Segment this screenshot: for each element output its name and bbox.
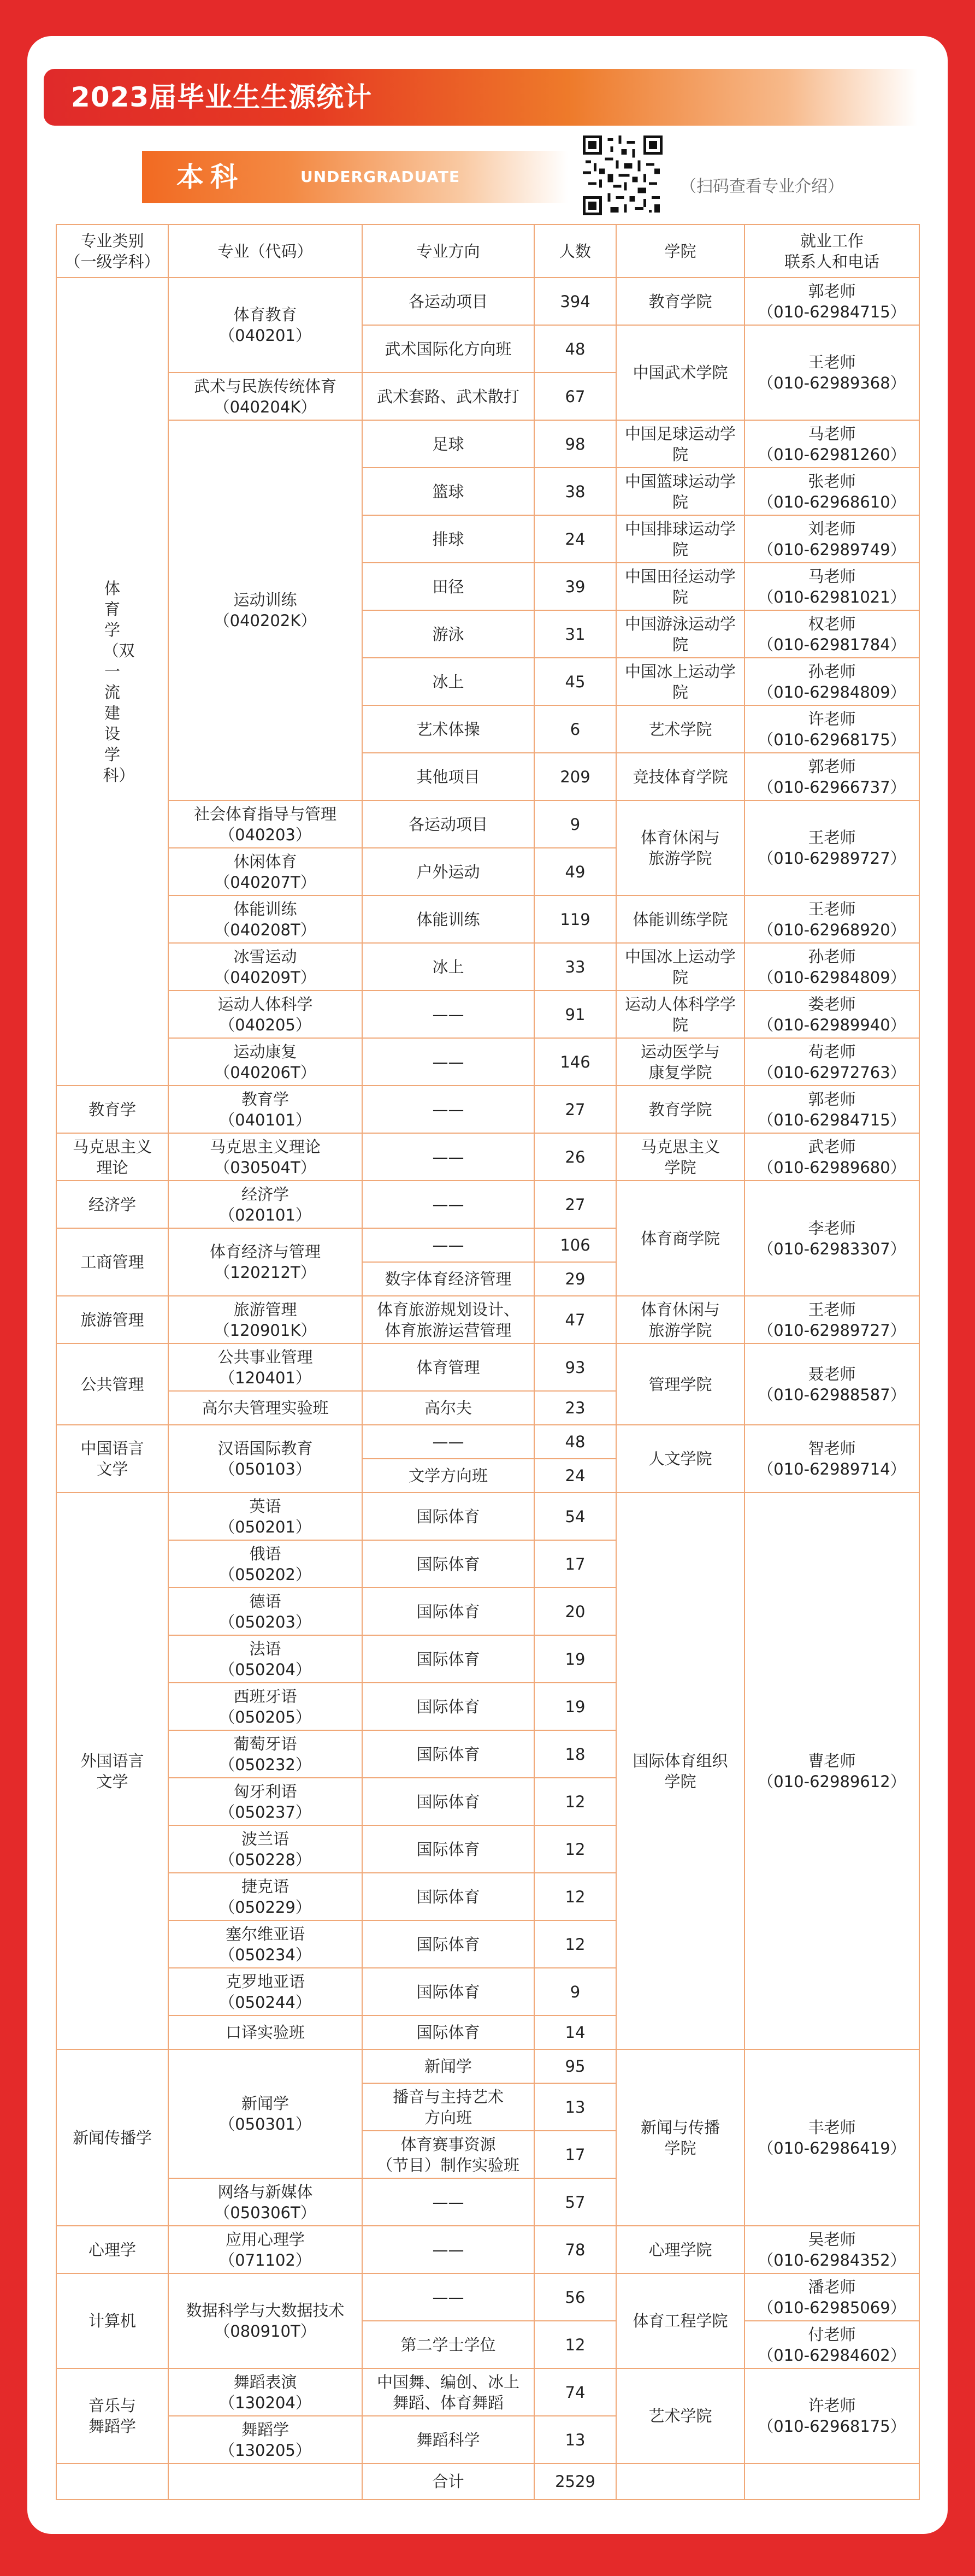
table-row [56,2368,919,2416]
direction-cell: 国际体育 [362,1683,534,1730]
major-cell: 教育学 （040101） [168,1086,362,1133]
contact-cell: 丰老师 （010-62986419） [744,2049,919,2226]
contact-cell: 郭老师 （010-62984715） [744,278,919,325]
contact-cell: 聂老师 （010-62988587） [744,1343,919,1425]
count-cell: 27 [534,1181,616,1228]
major-cell: 体能训练 （040208T） [168,895,362,943]
major-cell: 舞蹈表演 （130204） [168,2368,362,2416]
direction-cell: 体育赛事资源 （节目）制作实验班 [362,2131,534,2178]
college-cell: 马克思主义 学院 [616,1133,744,1181]
direction-cell: 武术套路、武术散打 [362,373,534,420]
contact-cell: 潘老师 （010-62985069） [744,2273,919,2321]
count-cell: 146 [534,1038,616,1086]
direction-cell: —— [362,1425,534,1459]
count-cell: 9 [534,800,616,848]
count-cell: 57 [534,2178,616,2226]
total-label: 合计 [362,2463,534,2500]
direction-cell: 国际体育 [362,1588,534,1635]
count-cell: 54 [534,1493,616,1540]
college-cell: 心理学院 [616,2226,744,2273]
direction-cell: 国际体育 [362,1873,534,1920]
table-row [56,1086,919,1133]
direction-cell: —— [362,1086,534,1133]
direction-cell: —— [362,1181,534,1228]
contact-cell: 王老师 （010-62989727） [744,1296,919,1343]
major-cell: 应用心理学 （071102） [168,2226,362,2273]
major-cell: 数据科学与大数据技术 （080910T） [168,2273,362,2368]
count-cell: 20 [534,1588,616,1635]
contact-cell: 孙老师 （010-62984809） [744,658,919,705]
category-cell: 音乐与 舞蹈学 [56,2368,168,2463]
college-cell: 教育学院 [616,1086,744,1133]
major-cell: 口译实验班 [168,2015,362,2049]
main-card [27,36,948,2534]
header-category: 专业类别 （一级学科） [56,225,168,278]
category-cell: 中国语言 文学 [56,1425,168,1493]
count-cell: 74 [534,2368,616,2416]
count-cell: 27 [534,1086,616,1133]
direction-cell: 国际体育 [362,1825,534,1873]
major-cell: 西班牙语 （050205） [168,1683,362,1730]
count-cell: 119 [534,895,616,943]
college-cell: 中国足球运动学院 [616,420,744,468]
count-cell: 14 [534,2015,616,2049]
direction-cell: 舞蹈科学 [362,2416,534,2463]
contact-cell: 权老师 （010-62981784） [744,610,919,658]
direction-cell: 国际体育 [362,1540,534,1588]
major-cell: 英语 （050201） [168,1493,362,1540]
contact-cell: 孙老师 （010-62984809） [744,943,919,991]
major-cell: 运动康复 （040206T） [168,1038,362,1086]
direction-cell: 田径 [362,563,534,610]
category-cell: 工商管理 [56,1228,168,1296]
contact-cell: 马老师 （010-62981021） [744,563,919,610]
header-count: 人数 [534,225,616,278]
direction-cell: 篮球 [362,468,534,515]
count-cell: 17 [534,2131,616,2178]
direction-cell: 高尔夫 [362,1391,534,1425]
college-cell: 管理学院 [616,1343,744,1425]
direction-cell: 各运动项目 [362,800,534,848]
college-cell: 教育学院 [616,278,744,325]
contact-cell: 许老师 （010-62968175） [744,2368,919,2463]
section-subtitle: UNDERGRADUATE [300,168,460,186]
direction-cell: 国际体育 [362,2015,534,2049]
direction-cell: —— [362,2273,534,2321]
count-cell: 39 [534,563,616,610]
table-row [56,2049,919,2083]
major-cell: 马克思主义理论 （030504T） [168,1133,362,1181]
count-cell: 47 [534,1296,616,1343]
college-cell: 新闻与传播 学院 [616,2049,744,2226]
section-banner [142,151,568,203]
table-row [56,991,919,1038]
direction-cell: 武术国际化方向班 [362,325,534,373]
direction-cell: 国际体育 [362,1920,534,1968]
college-cell: 中国篮球运动学院 [616,468,744,515]
major-cell: 汉语国际教育 （050103） [168,1425,362,1493]
direction-cell: 户外运动 [362,848,534,895]
count-cell: 9 [534,1968,616,2015]
count-cell: 12 [534,1920,616,1968]
table-row [56,2273,919,2321]
count-cell: 13 [534,2083,616,2131]
category-cell: 教育学 [56,1086,168,1133]
total-empty-cell [56,2463,168,2500]
count-cell: 67 [534,373,616,420]
count-cell: 29 [534,1262,616,1296]
header-major: 专业（代码） [168,225,362,278]
direction-cell: 排球 [362,515,534,563]
college-cell: 国际体育组织 学院 [616,1493,744,2049]
direction-cell: 国际体育 [362,1635,534,1683]
direction-cell: 体能训练 [362,895,534,943]
contact-cell: 马老师 （010-62981260） [744,420,919,468]
count-cell: 26 [534,1133,616,1181]
count-cell: 48 [534,325,616,373]
count-cell: 12 [534,1825,616,1873]
direction-cell: 国际体育 [362,1730,534,1778]
category-cell: 心理学 [56,2226,168,2273]
college-cell: 中国排球运动学院 [616,515,744,563]
count-cell: 24 [534,515,616,563]
college-cell: 运动人体科学学院 [616,991,744,1038]
table-row [56,943,919,991]
college-cell: 中国冰上运动学院 [616,943,744,991]
stats-table-wrapper [56,224,919,2494]
major-cell: 体育经济与管理 （120212T） [168,1228,362,1296]
college-cell: 人文学院 [616,1425,744,1493]
total-row [56,2463,919,2500]
direction-cell: —— [362,1228,534,1262]
count-cell: 31 [534,610,616,658]
direction-cell: 其他项目 [362,753,534,800]
title-banner [44,69,918,126]
table-row [56,1493,919,1540]
count-cell: 78 [534,2226,616,2273]
contact-cell: 苟老师 （010-62972763） [744,1038,919,1086]
major-cell: 捷克语 （050229） [168,1873,362,1920]
major-cell: 匈牙利语 （050237） [168,1778,362,1825]
major-cell: 葡萄牙语 （050232） [168,1730,362,1778]
count-cell: 209 [534,753,616,800]
table-row [56,1343,919,1391]
table-row [56,2226,919,2273]
major-cell: 克罗地亚语 （050244） [168,1968,362,2015]
direction-cell: —— [362,2178,534,2226]
category-cell: 新闻传播学 [56,2049,168,2226]
header-contact: 就业工作 联系人和电话 [744,225,919,278]
direction-cell: 各运动项目 [362,278,534,325]
direction-cell: —— [362,1038,534,1086]
major-cell: 塞尔维亚语 （050234） [168,1920,362,1968]
qr-note: （扫码查看专业介绍） [680,177,844,196]
direction-cell: 冰上 [362,658,534,705]
major-cell: 运动人体科学 （040205） [168,991,362,1038]
major-cell: 德语 （050203） [168,1588,362,1635]
header-direction: 专业方向 [362,225,534,278]
count-cell: 38 [534,468,616,515]
count-cell: 19 [534,1635,616,1683]
count-cell: 19 [534,1683,616,1730]
count-cell: 98 [534,420,616,468]
direction-cell: 游泳 [362,610,534,658]
count-cell: 91 [534,991,616,1038]
major-cell: 体育教育 （040201） [168,278,362,373]
major-cell: 公共事业管理 （120401） [168,1343,362,1391]
contact-cell: 郭老师 （010-62984715） [744,1086,919,1133]
college-cell: 中国田径运动学院 [616,563,744,610]
major-cell: 经济学 （020101） [168,1181,362,1228]
table-row [56,1038,919,1086]
table-row [56,895,919,943]
direction-cell: —— [362,2226,534,2273]
table-header-row [56,225,919,278]
count-cell: 13 [534,2416,616,2463]
direction-cell: 新闻学 [362,2049,534,2083]
count-cell: 12 [534,1873,616,1920]
direction-cell: 国际体育 [362,1493,534,1540]
college-cell: 中国游泳运动学院 [616,610,744,658]
college-cell: 体育休闲与 旅游学院 [616,800,744,895]
direction-cell: 体育管理 [362,1343,534,1391]
total-empty-cell [616,2463,744,2500]
category-cell: 经济学 [56,1181,168,1228]
category-cell: 公共管理 [56,1343,168,1425]
direction-cell: —— [362,991,534,1038]
contact-cell: 付老师 （010-62984602） [744,2321,919,2368]
direction-cell: 文学方向班 [362,1459,534,1493]
contact-cell: 曹老师 （010-62989612） [744,1493,919,2049]
count-cell: 6 [534,705,616,753]
college-cell: 体育商学院 [616,1181,744,1296]
major-cell: 新闻学 （050301） [168,2049,362,2178]
count-cell: 394 [534,278,616,325]
major-cell: 法语 （050204） [168,1635,362,1683]
contact-cell: 张老师 （010-62968610） [744,468,919,515]
header-college: 学院 [616,225,744,278]
count-cell: 56 [534,2273,616,2321]
count-cell: 48 [534,1425,616,1459]
category-cell: 计算机 [56,2273,168,2368]
major-cell: 休闲体育 （040207T） [168,848,362,895]
direction-cell: 体育旅游规划设计、 体育旅游运营管理 [362,1296,534,1343]
count-cell: 45 [534,658,616,705]
contact-cell: 吴老师 （010-62984352） [744,2226,919,2273]
contact-cell: 智老师 （010-62989714） [744,1425,919,1493]
count-cell: 17 [534,1540,616,1588]
college-cell: 艺术学院 [616,2368,744,2463]
count-cell: 49 [534,848,616,895]
section-title: 本科 [176,161,244,193]
table-row [56,1133,919,1181]
contact-cell: 娄老师 （010-62989940） [744,991,919,1038]
contact-cell: 王老师 （010-62968920） [744,895,919,943]
contact-cell: 武老师 （010-62989680） [744,1133,919,1181]
contact-cell: 王老师 （010-62989368） [744,325,919,420]
college-cell: 体育工程学院 [616,2273,744,2368]
major-cell: 社会体育指导与管理 （040203） [168,800,362,848]
major-cell: 运动训练 （040202K） [168,420,362,800]
major-cell: 俄语 （050202） [168,1540,362,1588]
major-cell: 高尔夫管理实验班 [168,1391,362,1425]
contact-cell: 刘老师 （010-62989749） [744,515,919,563]
category-cell: 马克思主义 理论 [56,1133,168,1181]
direction-cell: 艺术体操 [362,705,534,753]
count-cell: 106 [534,1228,616,1262]
count-cell: 12 [534,1778,616,1825]
contact-cell: 李老师 （010-62983307） [744,1181,919,1296]
direction-cell: 冰上 [362,943,534,991]
major-cell: 舞蹈学 （130205） [168,2416,362,2463]
direction-cell: 中国舞、编创、冰上 舞蹈、体育舞蹈 [362,2368,534,2416]
stats-table [56,224,920,2500]
qr-code-icon[interactable] [583,135,663,215]
direction-cell: 数字体育经济管理 [362,1262,534,1296]
table-row [56,278,919,325]
table-row [56,1296,919,1343]
count-cell: 24 [534,1459,616,1493]
college-cell: 体能训练学院 [616,895,744,943]
count-cell: 95 [534,2049,616,2083]
direction-cell: 国际体育 [362,1778,534,1825]
table-row [56,420,919,468]
college-cell: 竞技体育学院 [616,753,744,800]
category-cell: 旅游管理 [56,1296,168,1343]
major-cell: 冰雪运动 （040209T） [168,943,362,991]
direction-cell: 播音与主持艺术 方向班 [362,2083,534,2131]
direction-cell: 第二学士学位 [362,2321,534,2368]
total-value: 2529 [534,2463,616,2500]
direction-cell: 足球 [362,420,534,468]
major-cell: 武术与民族传统体育 （040204K） [168,373,362,420]
major-cell: 波兰语 （050228） [168,1825,362,1873]
category-cell: 体育学（双一流建设学科） [56,278,168,1086]
count-cell: 93 [534,1343,616,1391]
college-cell: 中国冰上运动学院 [616,658,744,705]
contact-cell: 郭老师 （010-62966737） [744,753,919,800]
count-cell: 18 [534,1730,616,1778]
category-cell: 外国语言 文学 [56,1493,168,2049]
contact-cell: 许老师 （010-62968175） [744,705,919,753]
count-cell: 23 [534,1391,616,1425]
table-row [56,1181,919,1228]
college-cell: 中国武术学院 [616,325,744,420]
table-row [56,800,919,848]
direction-cell: —— [362,1133,534,1181]
table-row [56,1425,919,1459]
college-cell: 艺术学院 [616,705,744,753]
college-cell: 运动医学与 康复学院 [616,1038,744,1086]
count-cell: 33 [534,943,616,991]
direction-cell: 国际体育 [362,1968,534,2015]
major-cell: 旅游管理 （120901K） [168,1296,362,1343]
total-empty-cell [744,2463,919,2500]
contact-cell: 王老师 （010-62989727） [744,800,919,895]
college-cell: 体育休闲与 旅游学院 [616,1296,744,1343]
count-cell: 12 [534,2321,616,2368]
total-empty-cell [168,2463,362,2500]
major-cell: 网络与新媒体 （050306T） [168,2178,362,2226]
page-title: 2023届毕业生生源统计 [71,81,373,113]
